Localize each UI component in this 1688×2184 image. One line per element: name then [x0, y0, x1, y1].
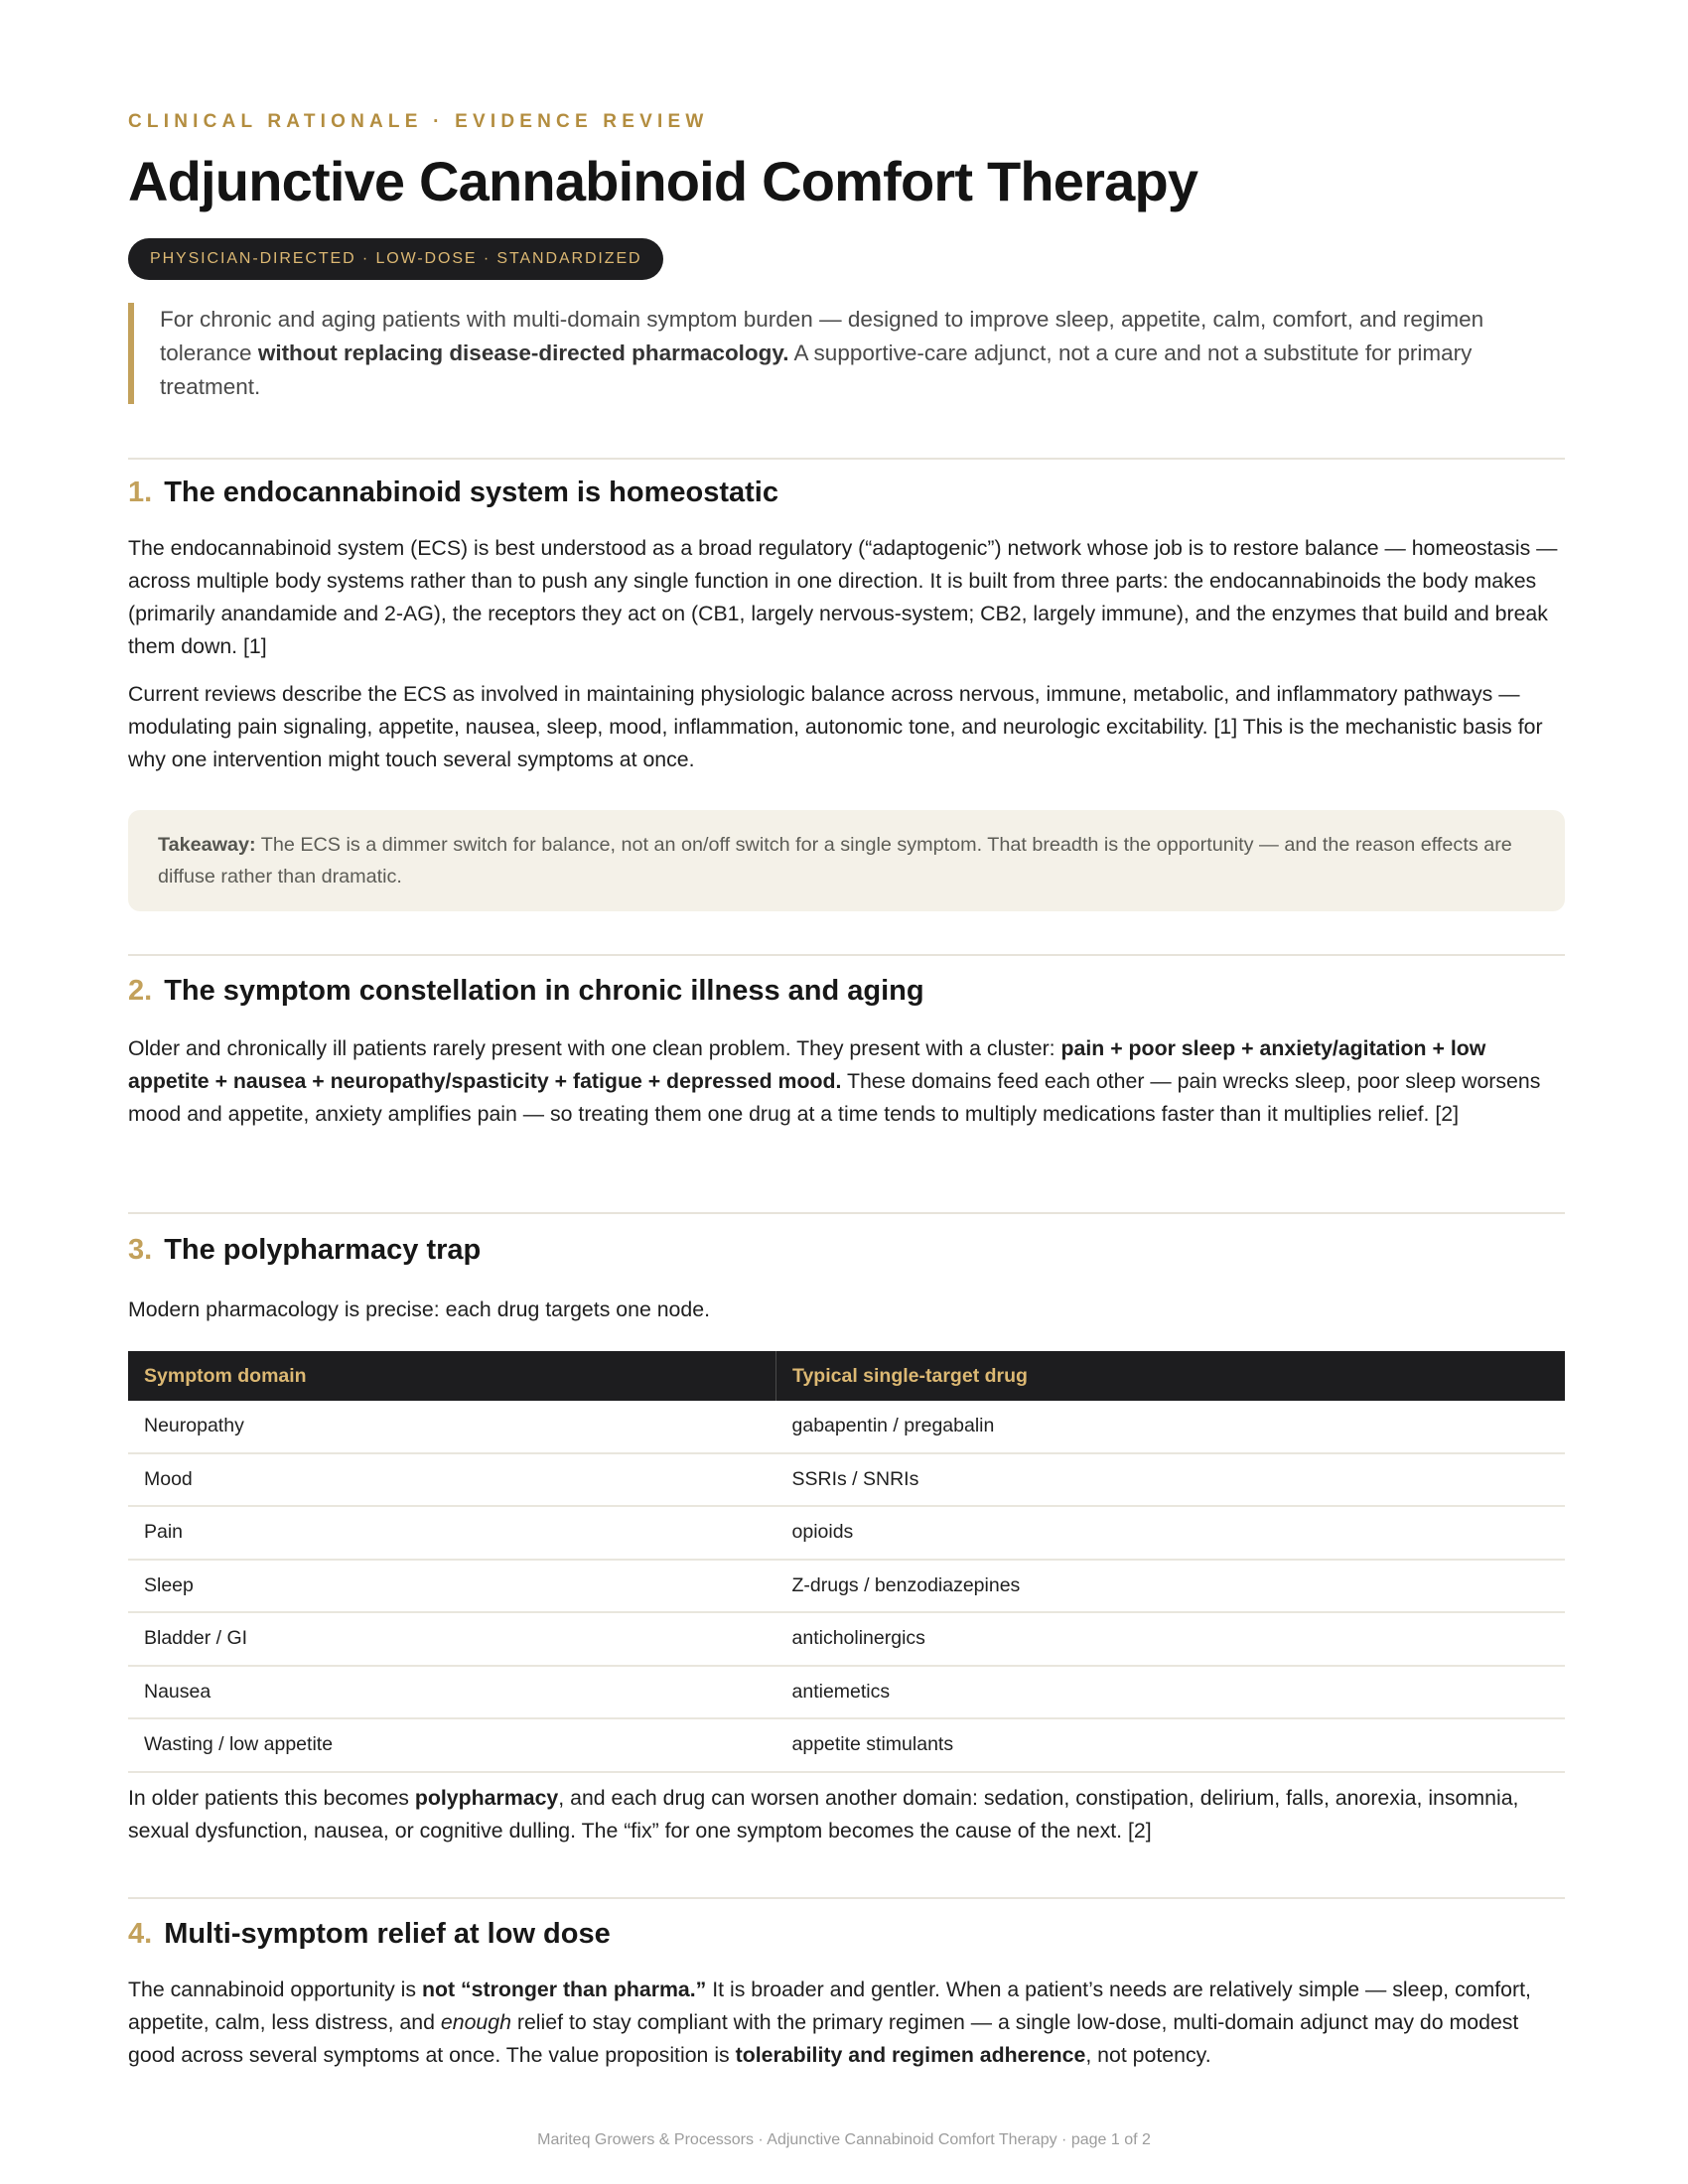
eyebrow-label: CLINICAL RATIONALE · EVIDENCE REVIEW	[128, 111, 709, 132]
takeaway-label: Takeaway:	[158, 834, 256, 856]
table-row	[128, 1666, 1565, 1719]
section-divider	[128, 1212, 1565, 1214]
emphasis-stronger: not “stronger than pharma.”	[421, 1978, 707, 2001]
table-cell-drug: appetite stimulants	[776, 1718, 1566, 1772]
section-title: Multi-symptom relief at low dose	[164, 1918, 611, 1950]
table-header-drug: Typical single-target drug	[776, 1351, 1566, 1401]
table-cell-drug: opioids	[776, 1506, 1566, 1560]
intro-quote	[128, 303, 1565, 404]
section-4-heading	[128, 1918, 611, 1951]
emphasis-tolerability: tolerability and regimen adherence	[735, 2043, 1086, 2067]
section-number: 2.	[128, 975, 153, 1007]
takeaway-callout	[128, 810, 1565, 911]
table-header-symptom: Symptom domain	[128, 1351, 776, 1401]
table-cell-drug: anticholinergics	[776, 1612, 1566, 1666]
table-row	[128, 1612, 1565, 1666]
emphasis-enough: enough	[440, 2010, 511, 2034]
intro-text-end: A supportive-care adjunct, not a cure and not a substitute for primary treatment.	[160, 341, 1473, 399]
table-cell-symptom: Nausea	[128, 1666, 776, 1719]
section-2-heading	[128, 975, 924, 1008]
section-number: 4.	[128, 1918, 153, 1950]
table-cell-symptom: Pain	[128, 1506, 776, 1560]
table-cell-symptom: Wasting / low appetite	[128, 1718, 776, 1772]
section-1-paragraph-1: The endocannabinoid system (ECS) is best understood as a broad regulatory (“adaptogenic”) network whose job is to restore balance — homeostasis — across multiple body systems rather than to push any single function in one direction. It is built from three parts: the endocannabinoids the body makes (primarily anandamide and 2-AG), the receptors they act on (CB1, largely nervous-system; CB2, largely immune), and the enzymes that build and break them down. [1]	[128, 536, 1558, 658]
section-divider	[128, 458, 1565, 460]
section-3-heading	[128, 1234, 481, 1267]
symptom-cluster-emphasis: pain + poor sleep + anxiety/agitation + low appetite + nausea + neuropathy/spasticity + fatigue + depressed mood.	[128, 1036, 1486, 1093]
table-row	[128, 1401, 1565, 1453]
paragraph-text: In older patients this becomes	[128, 1786, 415, 1810]
paragraph-text: It is broader and gentler. When a patient’s needs are relatively simple — sleep, comfort, appetite, calm, less distress, and	[128, 1978, 1531, 2034]
table-row	[128, 1453, 1565, 1507]
section-number: 3.	[128, 1234, 153, 1266]
section-1-paragraph-2: Current reviews describe the ECS as involved in maintaining physiologic balance across nervous, immune, metabolic, and inflammatory pathways — modulating pain signaling, appetite, nausea, sleep, mood, inflammation, autonomic tone, and neurologic excitability. [1] This is the mechanistic basis for why one intervention might touch several symptoms at once.	[128, 682, 1543, 771]
table-header-row	[128, 1351, 1565, 1401]
paragraph-text-end: , and each drug can worsen another domain: sedation, constipation, delirium, falls, anorexia, insomnia, sexual dysfunction, nausea, or cognitive dulling. The “fix” for one symptom becomes the cause of the next. [2]	[128, 1786, 1519, 1843]
section-2-paragraph	[128, 1032, 1565, 1131]
section-number: 1.	[128, 477, 153, 508]
paragraph-text-end: , not potency.	[1085, 2043, 1211, 2067]
section-1-heading	[128, 477, 778, 509]
section-title: The endocannabinoid system is homeostatic	[164, 477, 778, 508]
paragraph-text: relief to stay compliant with the primary regimen — a single low-dose, multi-domain adjunct may do modest good across several symptoms at once. The value proposition is	[128, 2010, 1519, 2067]
takeaway-text: The ECS is a dimmer switch for balance, not an on/off switch for a single symptom. That breadth is the opportunity — and the reason effects are diffuse rather than dramatic.	[158, 834, 1512, 887]
intro-text: For chronic and aging patients with multi-domain symptom burden — designed to improve sleep, appetite, calm, comfort, and regimen tolerance	[160, 307, 1484, 365]
paragraph-text: The cannabinoid opportunity is	[128, 1978, 422, 2001]
tag-pill: PHYSICIAN-DIRECTED · LOW-DOSE · STANDARDIZED	[128, 238, 663, 280]
section-title: The polypharmacy trap	[164, 1234, 482, 1266]
table-cell-drug: antiemetics	[776, 1666, 1566, 1719]
table-row	[128, 1560, 1565, 1613]
table-cell-symptom: Bladder / GI	[128, 1612, 776, 1666]
paragraph-text: Older and chronically ill patients rarely present with one clean problem. They present with a cluster:	[128, 1036, 1061, 1060]
table-row	[128, 1718, 1565, 1772]
table-cell-symptom: Sleep	[128, 1560, 776, 1613]
table-cell-drug: SSRIs / SNRIs	[776, 1453, 1566, 1507]
section-divider	[128, 1897, 1565, 1899]
intro-emphasis: without replacing disease-directed pharmacology.	[257, 341, 789, 365]
section-4-paragraph	[128, 1974, 1565, 2072]
section-title: The symptom constellation in chronic illness and aging	[164, 975, 924, 1007]
section-3-paragraph	[128, 1782, 1565, 1847]
table-cell-symptom: Neuropathy	[128, 1401, 776, 1453]
section-divider	[128, 954, 1565, 956]
page-title: Adjunctive Cannabinoid Comfort Therapy	[128, 150, 1198, 212]
table-cell-symptom: Mood	[128, 1453, 776, 1507]
table-row	[128, 1506, 1565, 1560]
polypharmacy-emphasis: polypharmacy	[414, 1786, 559, 1810]
section-3-lead: Modern pharmacology is precise: each drug targets one node.	[128, 1297, 711, 1321]
paragraph-text-end: These domains feed each other — pain wrecks sleep, poor sleep worsens mood and appetite, anxiety amplifies pain — so treating them one drug at a time tends to multiply medications faster than it multiplies relief. [2]	[128, 1069, 1541, 1126]
drug-table	[128, 1351, 1565, 1773]
page-footer: Mariteq Growers & Processors · Adjunctive Cannabinoid Comfort Therapy · page 1 of 2	[537, 2131, 1151, 2148]
table-cell-drug: gabapentin / pregabalin	[776, 1401, 1566, 1453]
table-cell-drug: Z-drugs / benzodiazepines	[776, 1560, 1566, 1613]
